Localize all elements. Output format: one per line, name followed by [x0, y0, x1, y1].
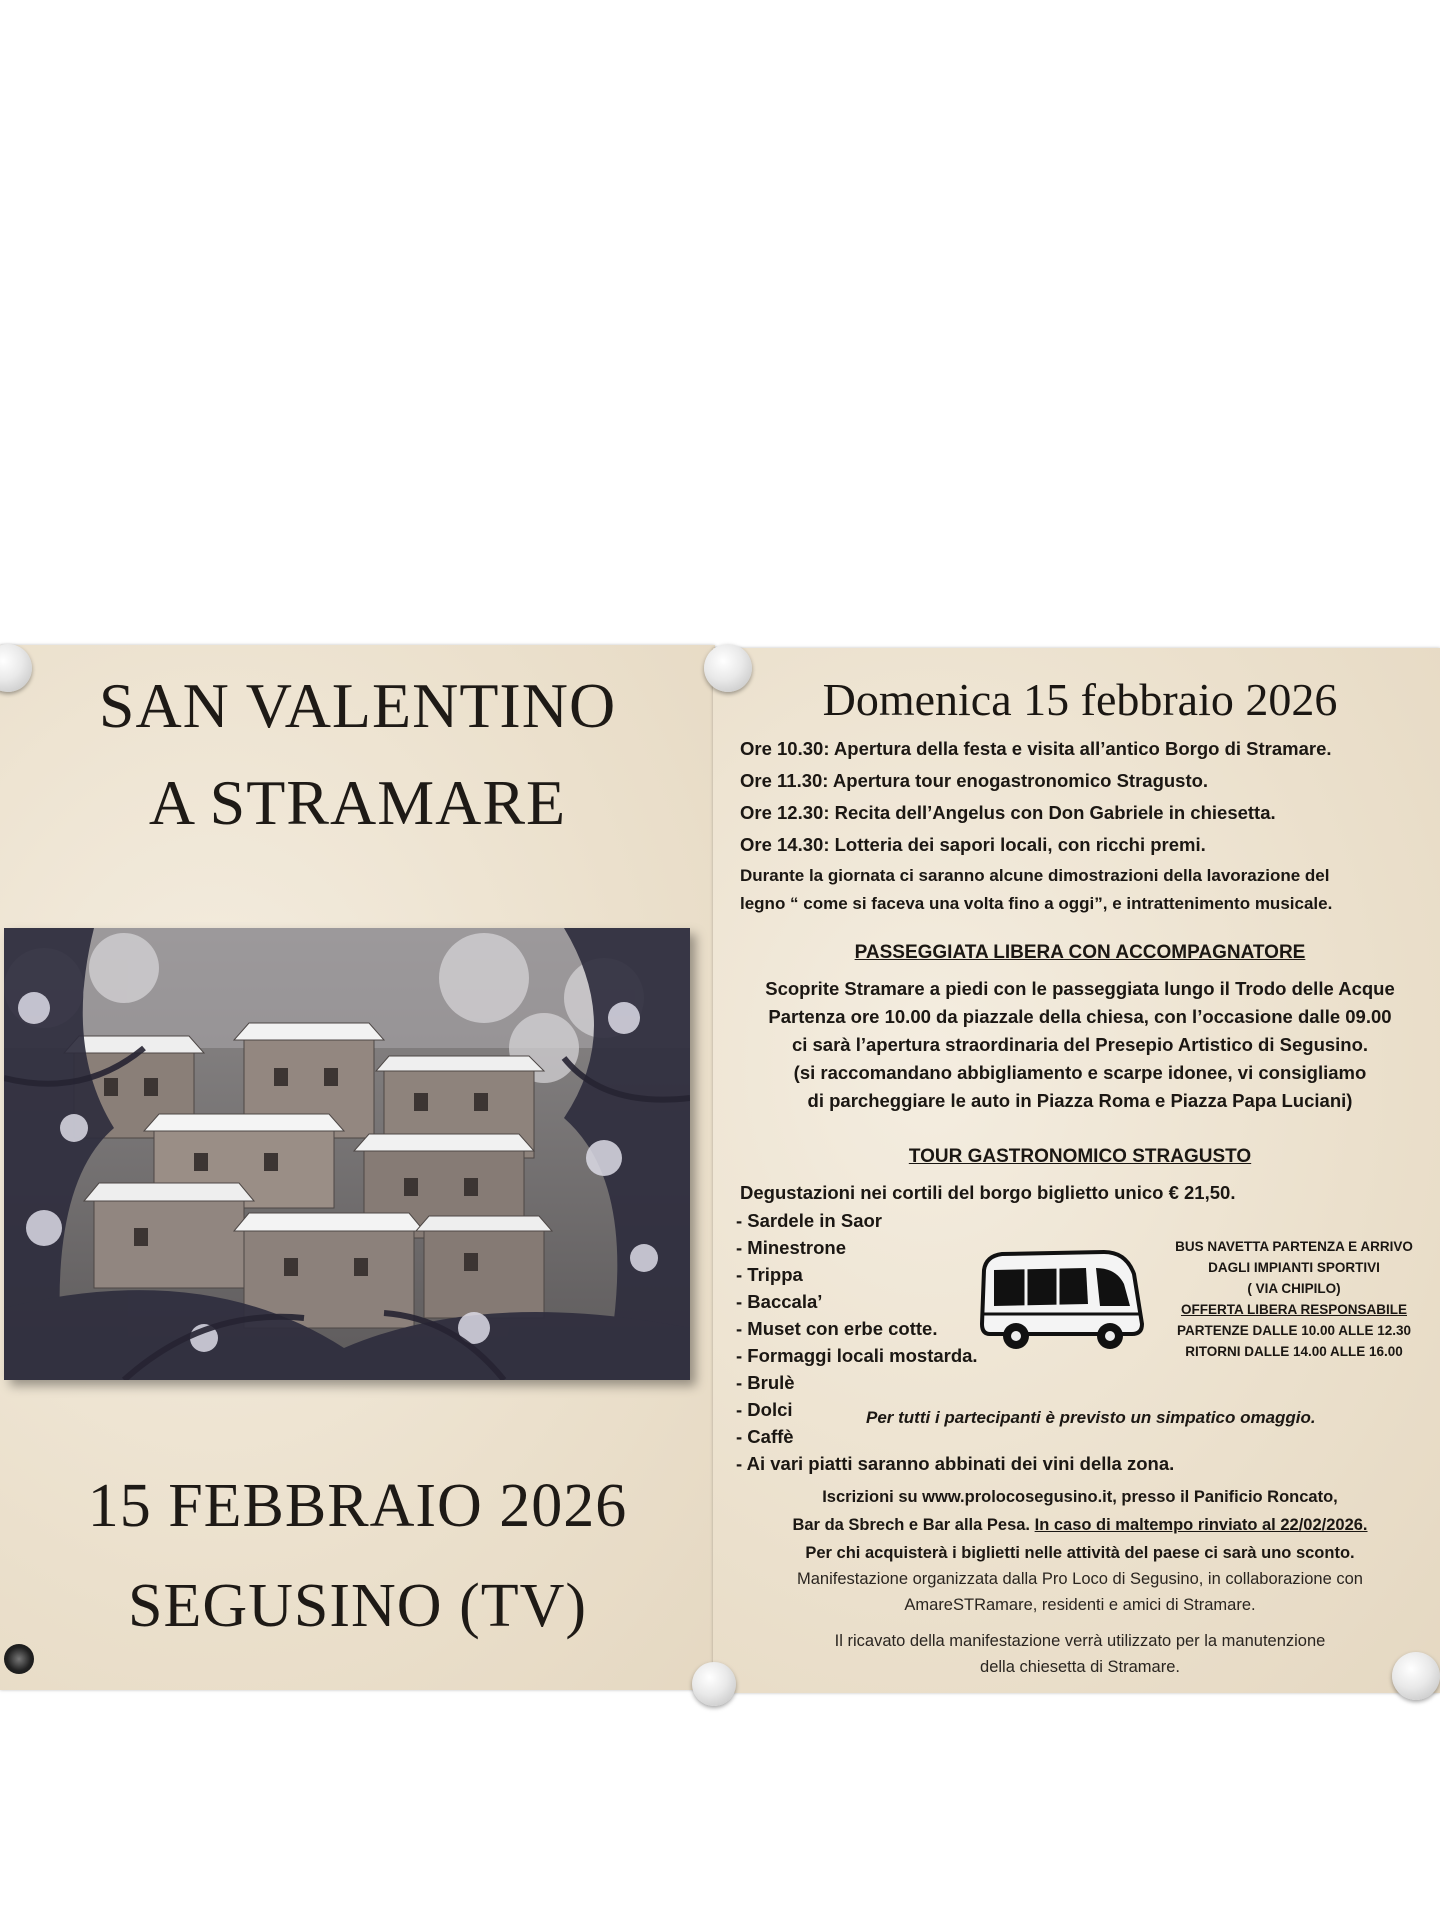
signup-venues: Bar da Sbrech e Bar alla Pesa. [792, 1516, 1031, 1534]
pin-hole [4, 1644, 34, 1674]
poster-title-line1: SAN VALENTINO [98, 670, 617, 741]
menu-item: - Dolci [736, 1399, 793, 1420]
bus-line: DAGLI IMPIANTI SPORTIVI [1208, 1260, 1380, 1275]
menu-item: - Brulè [736, 1372, 795, 1393]
proceeds-line1: Il ricavato della manifestazione verrà utilizzato per la manutenzione [834, 1632, 1326, 1650]
bus-line: PARTENZE DALLE 10.00 ALLE 12.30 [1176, 1323, 1412, 1338]
bus-shuttle-info [1156, 1236, 1432, 1362]
menu-item: - Formaggi locali mostarda. [736, 1345, 978, 1366]
walk-line: di parcheggiare le auto in Piazza Roma e Piazza Papa Luciani) [807, 1090, 1353, 1111]
signup-line1: Iscrizioni su www.prolocosegusino.it, presso il Panificio Roncato, [822, 1488, 1338, 1506]
program-heading: Domenica 15 febbraio 2026 [822, 674, 1338, 725]
pushpin [704, 644, 752, 692]
pushpin [1392, 1652, 1440, 1700]
menu-item: - Muset con erbe cotte. [736, 1318, 938, 1339]
walk-line: Scoprite Stramare a piedi con le passeggiata lungo il Trodo delle Acque [765, 978, 1395, 999]
tour-title: TOUR GASTRONOMICO STRAGUSTO [908, 1146, 1252, 1167]
menu-item: - Ai vari piatti saranno abbinati dei vini della zona. [736, 1453, 1175, 1474]
poster-place: SEGUSINO (TV) [127, 1572, 588, 1640]
walk-line: ci sarà l’apertura straordinaria del Presepio Artistico di Segusino. [791, 1034, 1369, 1055]
organizer-line1: Manifestazione organizzata dalla Pro Loco di Segusino, in collaborazione con [797, 1570, 1363, 1588]
walk-line: (si raccomandano abbigliamento e scarpe idonee, vi consigliamo [793, 1062, 1367, 1083]
program-note-line1: Durante la giornata ci saranno alcune dimostrazioni della lavorazione del [740, 866, 1330, 885]
menu-item: - Trippa [736, 1264, 803, 1285]
bus-line: OFFERTA LIBERA RESPONSABILE [1180, 1302, 1407, 1317]
pushpin [692, 1662, 736, 1706]
bus-icon [976, 1244, 1148, 1354]
discount-note: Per chi acquisterà i biglietti nelle attività del paese ci sarà uno sconto. [805, 1544, 1355, 1562]
program-item: Ore 12.30: Recita dell’Angelus con Don Gabriele in chiesetta. [740, 802, 1276, 823]
gift-note: Per tutti i partecipanti è previsto un simpatico omaggio. [866, 1408, 1316, 1427]
tour-intro: Degustazioni nei cortili del borgo biglietto unico € 21,50. [740, 1182, 1236, 1203]
poster-title-line2: A STRAMARE [148, 767, 567, 838]
walk-line: Partenza ore 10.00 da piazzale della chiesa, con l’occasione dalle 09.00 [768, 1006, 1392, 1027]
poster-date: 15 FEBBRAIO 2026 [87, 1472, 628, 1540]
bus-line: BUS NAVETTA PARTENZA E ARRIVO [1175, 1239, 1413, 1254]
program-item: Ore 14.30: Lotteria dei sapori locali, con ricchi premi. [740, 834, 1206, 855]
menu-item: - Caffè [736, 1426, 794, 1447]
program-item: Ore 11.30: Apertura tour enogastronomico Stragusto. [740, 770, 1209, 791]
snowy-village-photo [4, 928, 690, 1380]
bad-weather-note: In caso di maltempo rinviato al 22/02/2026. [1034, 1516, 1368, 1534]
program-item: Ore 10.30: Apertura della festa e visita all’antico Borgo di Stramare. [740, 738, 1332, 759]
program-note-line2: legno “ come si faceva una volta fino a oggi”, e intrattenimento musicale. [740, 894, 1333, 913]
proceeds-line2: della chiesetta di Stramare. [980, 1658, 1180, 1676]
walk-title: PASSEGGIATA LIBERA CON ACCOMPAGNATORE [854, 942, 1306, 963]
organizer-line2: AmareSTRamare, residenti e amici di Stramare. [904, 1596, 1256, 1614]
menu-item: - Baccala’ [736, 1291, 823, 1312]
menu-item: - Minestrone [736, 1237, 846, 1258]
bus-line: RITORNI DALLE 14.00 ALLE 16.00 [1185, 1344, 1403, 1359]
signup-line2 [740, 1516, 1420, 1535]
menu-item: - Sardele in Saor [736, 1210, 882, 1231]
bus-line: ( VIA CHIPILO) [1247, 1281, 1341, 1296]
